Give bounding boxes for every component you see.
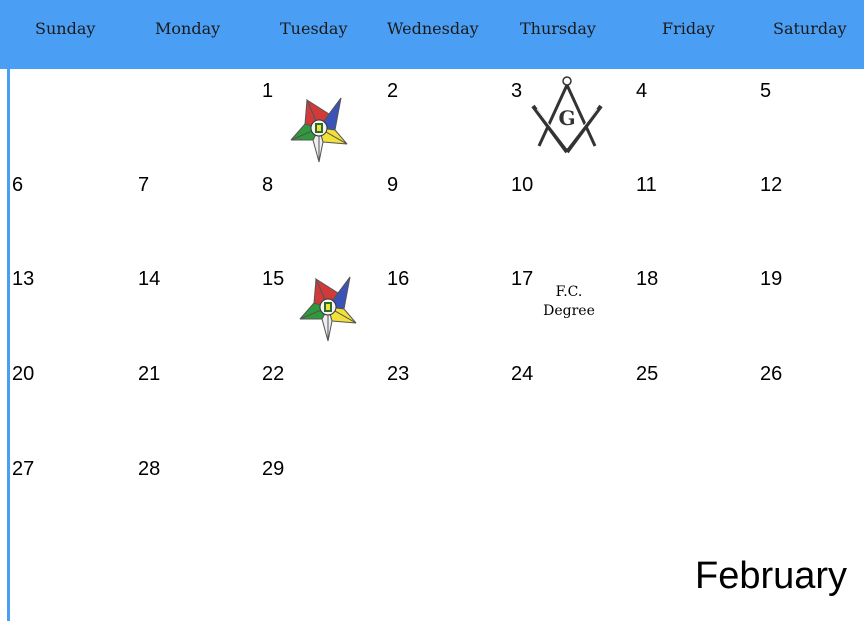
day-5: 5 [760,80,772,102]
day-16: 16 [387,268,410,290]
weekday-monday: Monday [155,19,221,38]
square-and-compass-icon [525,72,609,156]
day-18: 18 [636,268,659,290]
day-8: 8 [262,174,274,196]
day-29: 29 [262,458,285,480]
order-of-eastern-star-icon [294,267,362,343]
left-border-line [7,69,10,621]
event-note-line-1: F.C. [555,284,583,300]
weekday-saturday: Saturday [773,19,847,38]
day-10: 10 [511,174,534,196]
day-1: 1 [262,80,274,102]
weekday-thursday: Thursday [520,19,596,38]
day-2: 2 [387,80,399,102]
day-25: 25 [636,363,659,385]
day-21: 21 [138,363,161,385]
day-12: 12 [760,174,783,196]
order-of-eastern-star-icon [285,88,353,164]
weekday-sunday: Sunday [35,19,96,38]
day-28: 28 [138,458,161,480]
day-11: 11 [636,174,657,196]
day-4: 4 [636,80,648,102]
day-26: 26 [760,363,783,385]
day-15: 15 [262,268,285,290]
day-20: 20 [12,363,35,385]
day-19: 19 [760,268,783,290]
day-22: 22 [262,363,285,385]
weekday-tuesday: Tuesday [280,19,348,38]
letter-g-emblem: G [558,106,576,130]
day-6: 6 [12,174,24,196]
day-14: 14 [138,268,161,290]
day-27: 27 [12,458,35,480]
day-24: 24 [511,363,534,385]
day-13: 13 [12,268,35,290]
weekday-header [0,0,864,69]
day-17: 17 [511,268,534,290]
event-note-17 [538,283,600,321]
month-title: February [695,555,848,597]
day-23: 23 [387,363,410,385]
weekday-friday: Friday [662,19,715,38]
day-9: 9 [387,174,399,196]
day-3: 3 [511,80,523,102]
event-note-line-2: Degree [543,303,595,319]
weekday-wednesday: Wednesday [387,19,479,38]
day-7: 7 [138,174,150,196]
